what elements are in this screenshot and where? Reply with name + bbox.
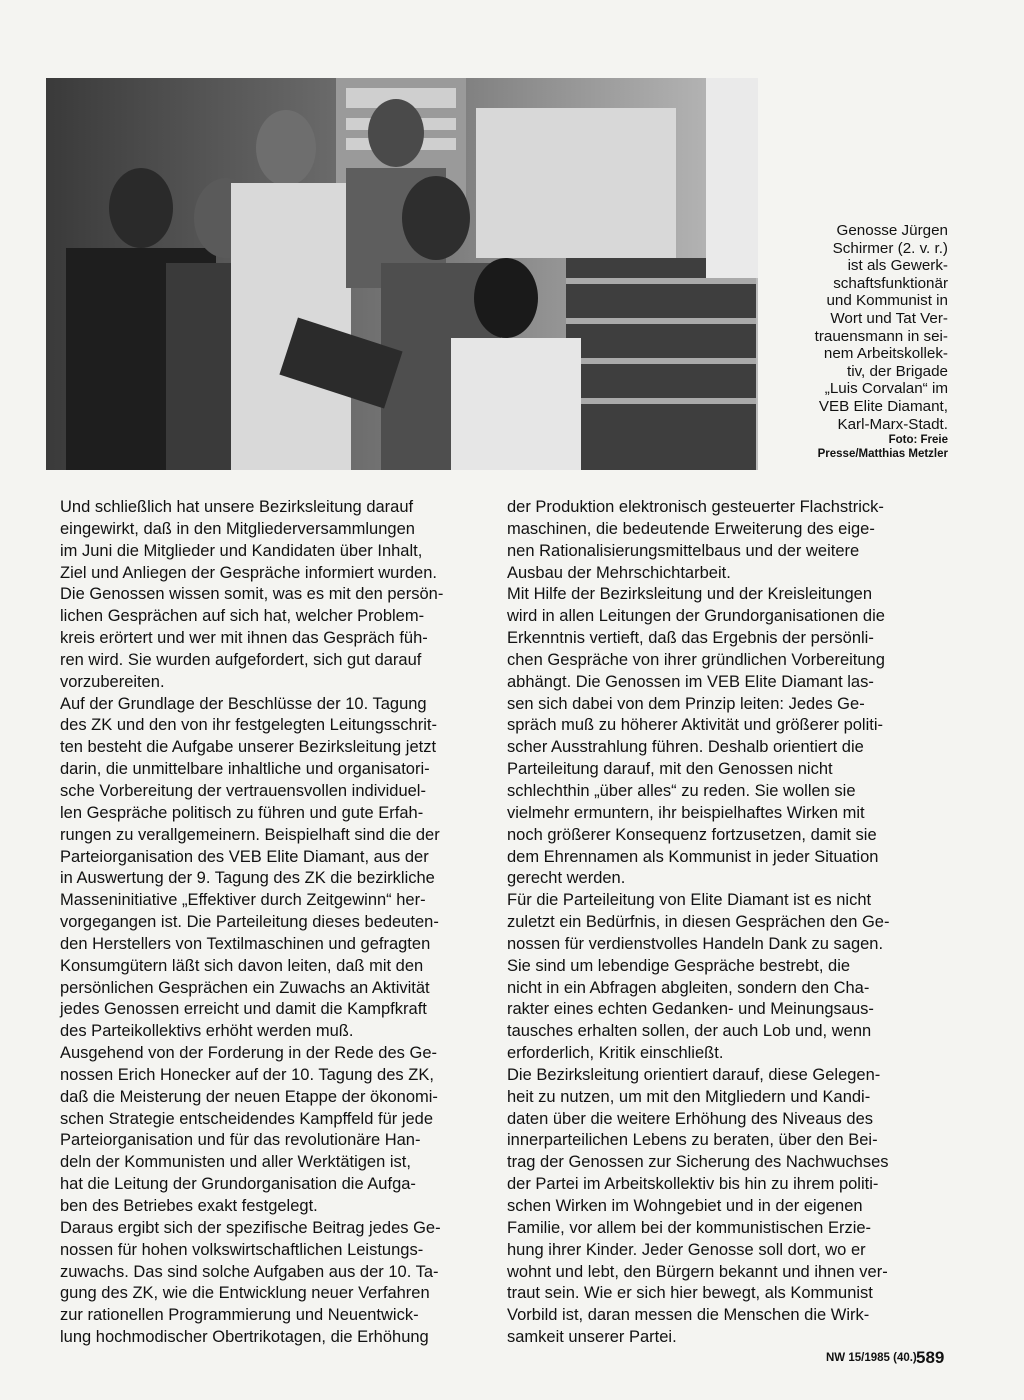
caption-line: „Luis Corvalan“ im [824,380,948,398]
text-line: samkeit unserer Partei. [507,1328,677,1347]
paragraph [507,1065,945,1349]
text-line: vorzubereiten. [60,672,165,691]
text-line: daten über die weitere Erhöhung des Niveaus des [507,1109,873,1128]
caption-text [772,222,948,433]
text-line: Sie sind um lebendige Gespräche bestrebt, die [507,956,851,975]
text-line: Parteileitung darauf, mit den Genossen nicht [507,760,833,779]
text-line: len Gespräche politisch zu führen und gute Erfah- [60,803,424,822]
text-line: Erkenntnis vertieft, daß das Ergebnis der persönli- [507,629,874,648]
paragraph [507,890,945,1065]
text-line: des ZK und den von ihr festgelegten Leitungsschrit- [60,716,437,735]
text-line: spräch muß zu höherer Aktivität und größerer politi- [507,716,883,735]
text-line: nen Rationalisierungsmittelbaus und der weitere [507,541,860,560]
text-line: Ziel und Anliegen der Gespräche informiert wurden. [60,563,437,582]
text-line: Die Genossen wissen somit, was es mit den persön- [60,585,444,604]
paragraph [60,497,498,694]
text-line: Parteiorganisation und für das revolutionäre Han- [60,1131,421,1150]
text-line: ben des Betriebes exakt festgelegt. [60,1197,318,1215]
text-line: des Parteikollektivs erhöht werden muß. [60,1022,354,1041]
text-line: zur rationellen Programmierung und Neuentwick- [60,1306,419,1325]
photo-image [46,78,758,470]
text-line: sche Vorbereitung der vertrauensvollen individuel- [60,781,426,800]
text-line: rungen zu verallgemeinern. Beispielhaft sind die der [60,825,440,844]
caption-line: tiv, der Brigade [846,362,948,380]
text-line: lung hochmodischer Obertrikotagen, die Erhöhung [60,1328,429,1347]
text-line: den Herstellers von Textilmaschinen und gefragten [60,934,431,953]
caption-line: VEB Elite Diamant, [818,397,948,415]
text-line: darin, die unmittelbare inhaltliche und organisatori- [60,760,430,779]
text-line: vielmehr ermuntern, ihr beispielhaftes Wirken mit [507,803,865,822]
caption-line: Wort und Tat Ver- [830,309,948,327]
text-line: im Juni die Mitglieder und Kandidaten über Inhalt, [60,541,423,560]
text-line: Konsumgütern läßt sich davon leiten, daß mit den [60,956,424,975]
text-line: schen Strategie entscheidendes Kampffeld für jede [60,1109,434,1128]
caption-line: und Kommunist in [826,292,948,310]
text-line: nossen Erich Honecker auf der 10. Tagung des ZK, [60,1065,434,1084]
text-line: noch größerer Konsequenz fortzusetzen, damit sie [507,825,877,844]
paragraph [60,1043,498,1218]
text-line: scher Ausstrahlung führen. Deshalb orientiert die [507,738,864,757]
credit-line: Foto: Freie [888,434,948,447]
text-line: heit zu nutzen, um mit den Mitgliedern und Kandi- [507,1087,871,1106]
text-line: kreis erörtert und wer mit ihnen das Gespräch füh- [60,629,428,648]
photo-caption [772,222,948,461]
news-photo [46,78,758,470]
text-line: Und schließlich hat unsere Bezirksleitung darauf [60,498,414,516]
caption-line: trauensmann in sei- [814,327,948,345]
text-line: abhängt. Die Genossen im VEB Elite Diamant las- [507,672,874,691]
right-column [507,497,945,1349]
text-line: tausches erhalten sollen, der auch Lob und, wenn [507,1022,872,1041]
text-line: trag der Genossen zur Sicherung des Nachwuchses [507,1153,889,1172]
text-line: vorgegangen ist. Die Parteileitung dieses bedeuten- [60,913,439,932]
photo-credit [772,433,948,461]
caption-line: nem Arbeitskollek- [823,345,948,363]
text-line: rakter eines echten Gedanken- und Meinungsaus- [507,1000,874,1019]
text-line: in Auswertung der 9. Tagung des ZK die bezirkliche [60,869,435,888]
text-line: eingewirkt, daß in den Mitgliederversammlungen [60,519,415,538]
text-line: deln der Kommunisten und aller Werktätigen ist, [60,1153,411,1172]
left-column [60,497,498,1349]
text-line: innerparteilichen Lebens zu beraten, über den Bei- [507,1131,878,1150]
text-line: Familie, vor allem bei der kommunistischen Erzie- [507,1218,872,1237]
text-line: Auf der Grundlage der Beschlüsse der 10. Tagung [60,694,427,713]
caption-line: Genosse Jürgen [836,222,948,239]
text-line: traut sein. Wie er sich hier bewegt, als Kommunist [507,1284,873,1303]
text-line: Für die Parteileitung von Elite Diamant ist es nicht [507,891,872,910]
text-line: der Produktion elektronisch gesteuerter Flachstrick- [507,498,884,516]
text-line: chen Gespräche von ihrer gründlichen Vorbereitung [507,650,885,669]
issue-label: NW 15/1985 (40.) [826,1352,917,1364]
caption-line: Karl-Marx-Stadt. [837,415,948,433]
caption-line: Schirmer (2. v. r.) [832,239,948,257]
text-line: ren wird. Sie wurden aufgefordert, sich gut darauf [60,650,422,669]
text-line: Parteiorganisation des VEB Elite Diamant, aus der [60,847,429,866]
text-line: Masseninitiative „Effektiver durch Zeitgewinn“ her- [60,891,426,910]
text-line: nossen für hohen volkswirtschaftlichen Leistungs- [60,1240,424,1259]
text-line: lichen Gesprächen auf sich hat, welcher Problem- [60,607,425,626]
text-line: schlechthin „über alles“ zu reden. Sie wollen sie [507,781,856,800]
text-line: zuwachs. Das sind solche Aufgaben aus der 10. Ta- [60,1262,439,1281]
text-line: wohnt und lebt, den Bürgern bekannt und ihnen ver- [507,1262,888,1281]
text-line: Vorbild ist, daran messen die Menschen die Wirk- [507,1306,870,1325]
text-line: gung des ZK, wie die Entwicklung neuer Verfahren [60,1284,430,1303]
text-line: hung ihrer Kinder. Jeder Genosse soll dort, wo er [507,1240,866,1259]
caption-line: ist als Gewerk- [847,257,948,275]
text-line: gerecht werden. [507,869,626,888]
text-line: erforderlich, Kritik einschließt. [507,1044,724,1063]
text-line: Ausgehend von der Forderung in der Rede des Ge- [60,1044,437,1063]
page-number: 589 [916,1348,945,1367]
text-line: daß die Meisterung der neuen Etappe der ökonomi- [60,1087,438,1106]
paragraph [507,584,945,890]
text-line: dem Ehrennamen als Kommunist in jeder Situation [507,847,879,866]
text-line: sen sich dabei von dem Prinzip leiten: Jedes Ge- [507,694,865,713]
paragraph [60,1218,498,1349]
text-line: wird in allen Leitungen der Grundorganisationen die [507,607,885,626]
caption-line: schaftsfunktionär [833,274,948,292]
paragraph [60,694,498,1044]
text-line: Daraus ergibt sich der spezifische Beitrag jedes Ge- [60,1218,441,1237]
text-line: hat die Leitung der Grundorganisation die Aufga- [60,1175,416,1194]
paragraph [507,497,945,584]
text-line: nossen für verdienstvolles Handeln Dank zu sagen. [507,934,884,953]
text-line: ten besteht die Aufgabe unserer Bezirksleitung jetzt [60,738,437,757]
page-footer [0,1348,1024,1372]
text-line: schen Wirken im Wohngebiet und in der eigenen [507,1197,863,1215]
text-line: der Partei im Arbeitskollektiv bis hin zu ihrem politi- [507,1175,879,1194]
text-line: nicht in ein Abfragen abgleiten, sondern den Cha- [507,978,870,997]
text-line: persönlichen Gesprächen ein Zuwachs an Aktivität [60,978,430,997]
text-line: zuletzt ein Bedürfnis, in diesen Gesprächen den Ge- [507,913,890,932]
text-line: maschinen, die bedeutende Erweiterung des eige- [507,519,875,538]
text-line: Ausbau der Mehrschichtarbeit. [507,563,731,582]
text-line: Mit Hilfe der Bezirksleitung und der Kreisleitungen [507,585,873,604]
text-line: Die Bezirksleitung orientiert darauf, diese Gelegen- [507,1065,881,1084]
credit-line: Presse/Matthias Metzler [817,448,948,461]
text-line: jedes Genossen erreicht und damit die Kampfkraft [60,1000,427,1019]
